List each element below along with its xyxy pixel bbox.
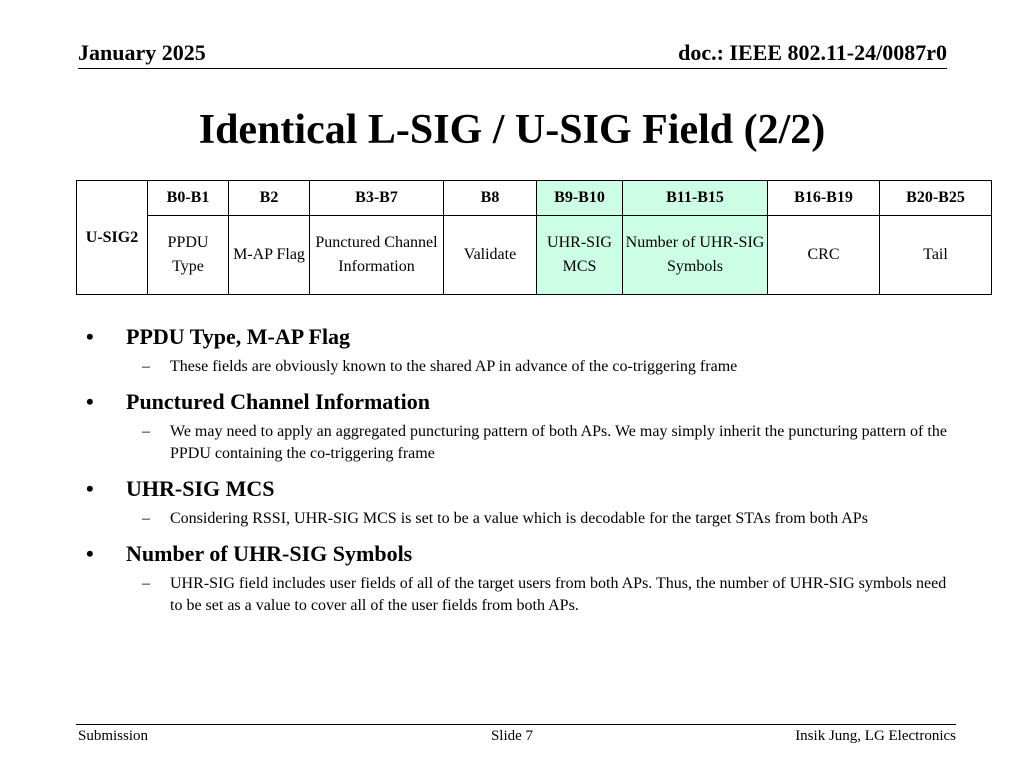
dash-marker: – [142,423,150,440]
column-header: B8 [444,181,537,216]
header-date: January 2025 [78,40,206,65]
slide-title: Identical L-SIG / U-SIG Field (2/2) [198,107,826,153]
table-cell: PPDU Type [148,216,229,295]
header-divider [78,68,947,69]
row-header-cell: U-SIG2 [77,181,148,295]
footer-divider [76,724,956,725]
header-doc-id: doc.: IEEE 802.11-24/0087r0 [678,40,947,65]
sub-bullet [86,573,956,617]
sub-bullet [86,508,956,530]
sub-bullet-text: Considering RSSI, UHR-SIG MCS is set to be a value which is decodable for the target STAs from both APs [170,510,868,527]
bullet-heading-text: PPDU Type, M-AP Flag [126,324,351,349]
bullet-heading [86,387,956,417]
bullet-heading-text: Punctured Channel Information [126,389,430,414]
column-header: B3-B7 [310,181,444,216]
dash-marker: – [142,510,150,527]
table-cell-highlighted: UHR-SIG MCS [537,216,623,295]
footer-slide-number: Slide 7 [490,728,534,744]
dash-marker: – [142,575,150,592]
table-cell: Validate [444,216,537,295]
bullet-marker: • [86,389,94,414]
column-header-highlighted: B11-B15 [623,181,768,216]
sub-bullet-text: These fields are obviously known to the shared AP in advance of the co-triggering frame [170,358,738,375]
sig-field-table [76,180,992,295]
table-cell: Punctured Channel Information [310,216,444,295]
sub-bullet-text: We may need to apply an aggregated puncturing pattern of both APs. We may simply inherit the puncturing pattern of the PPDU containing the co-triggering frame [170,423,947,462]
bullet-list [86,313,956,617]
bullet-heading [86,539,956,569]
table-cell: M-AP Flag [229,216,310,295]
footer-author: Insik Jung, LG Electronics [795,728,956,744]
bullet-marker: • [86,476,94,501]
dash-marker: – [142,358,150,375]
table-data-row [77,216,992,295]
footer-submission: Submission [78,728,149,744]
column-header-highlighted: B9-B10 [537,181,623,216]
bullet-heading [86,474,956,504]
sub-bullet [86,421,956,465]
bullet-marker: • [86,541,94,566]
column-header: B2 [229,181,310,216]
sub-bullet [86,356,956,378]
column-header: B0-B1 [148,181,229,216]
table-cell: CRC [768,216,880,295]
sub-bullet-text: UHR-SIG field includes user fields of all of the target users from both APs. Thus, the number of UHR-SIG symbols need to be set as a value to cover all of the user fields from both APs. [170,575,947,614]
table-cell: Tail [880,216,992,295]
bullet-heading [86,322,956,352]
table-cell-highlighted: Number of UHR-SIG Symbols [623,216,768,295]
column-header: B16-B19 [768,181,880,216]
bullet-heading-text: UHR-SIG MCS [126,476,275,501]
column-header: B20-B25 [880,181,992,216]
bullet-marker: • [86,324,94,349]
table-header-row [77,181,992,216]
bullet-heading-text: Number of UHR-SIG Symbols [126,541,413,566]
